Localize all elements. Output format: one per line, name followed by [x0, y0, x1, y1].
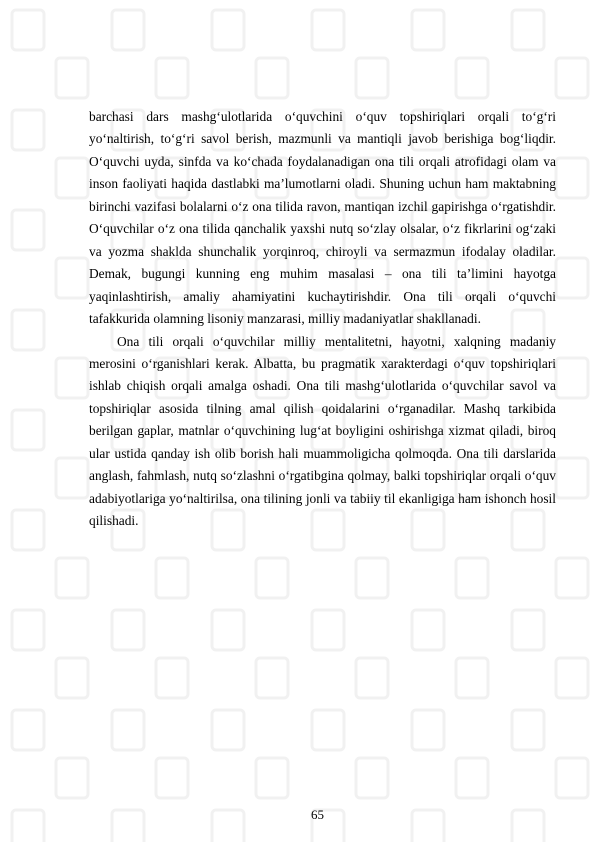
page-number: 65	[311, 807, 324, 822]
paragraph-2: Ona tili orqali o‘quvchilar milliy mentalitetni, hayotni, xalqning madaniy merosini o‘rganishlari kerak. Albatta, bu pragmatik xarakterdagi o‘quv topshiriqlari ishlab chiqish orqali amalga oshadi. Ona tili mashg‘ulotlarida o‘quvchilar savol va topshiriqlar asosida tilning amal qilish qoidalarini o‘rganadilar. Mashq tarkibida berilgan gaplar, matnlar o‘quvchining lug‘at boyligini oshirishga xizmat qiladi, biroq ular ustida qanday ish olib borish hali muammoligicha qolmoqda. Ona tili darslarida anglash, fahmlash, nutq so‘zlashni o‘rgatibgina qolmay, balki topshiriqlar orqali o‘quv adabiyotlariga yo‘naltirilsa, ona tilining jonli va tabiiy til ekanligiga ham ishonch hosil qilishadi.	[89, 333, 556, 529]
paragraph-1: barchasi dars mashg‘ulotlarida o‘quvchini o‘quv topshiriqlari orqali to‘g‘ri yo‘naltirish, to‘g‘ri savol berish, mazmunli va mantiqli javob berishiga bog‘liqdir. O‘quvchi uyda, sinfda va ko‘chada foydalanadigan ona tili orqali atrofidagi olam va inson faoliyati haqida dastlabki ma’lumotlarni oladi. Shuning uchun ham maktabning birinchi vazifasi bolalarni o‘z ona tilida ravon, mantiqan izchil gapirishga o‘rgatishdir. O‘quvchilar o‘z ona tilida qanchalik yaxshi nutq so‘zlay olsalar, o‘z fikrlarini og‘zaki va yozma shaklda shunchalik yorqinroq, chiroyli va sermazmun ifodalay oladilar. Demak, bugungi kunning eng muhim masalasi – ona tili ta’limini hayotga yaqinlashtirish, amaliy ahamiyatini kuchaytirishdir. Ona tili orqali o‘quvchi tafakkurida olamning lisoniy manzarasi, milliy madaniyatlar shakllanadi.	[89, 109, 556, 327]
body-text	[89, 106, 556, 533]
